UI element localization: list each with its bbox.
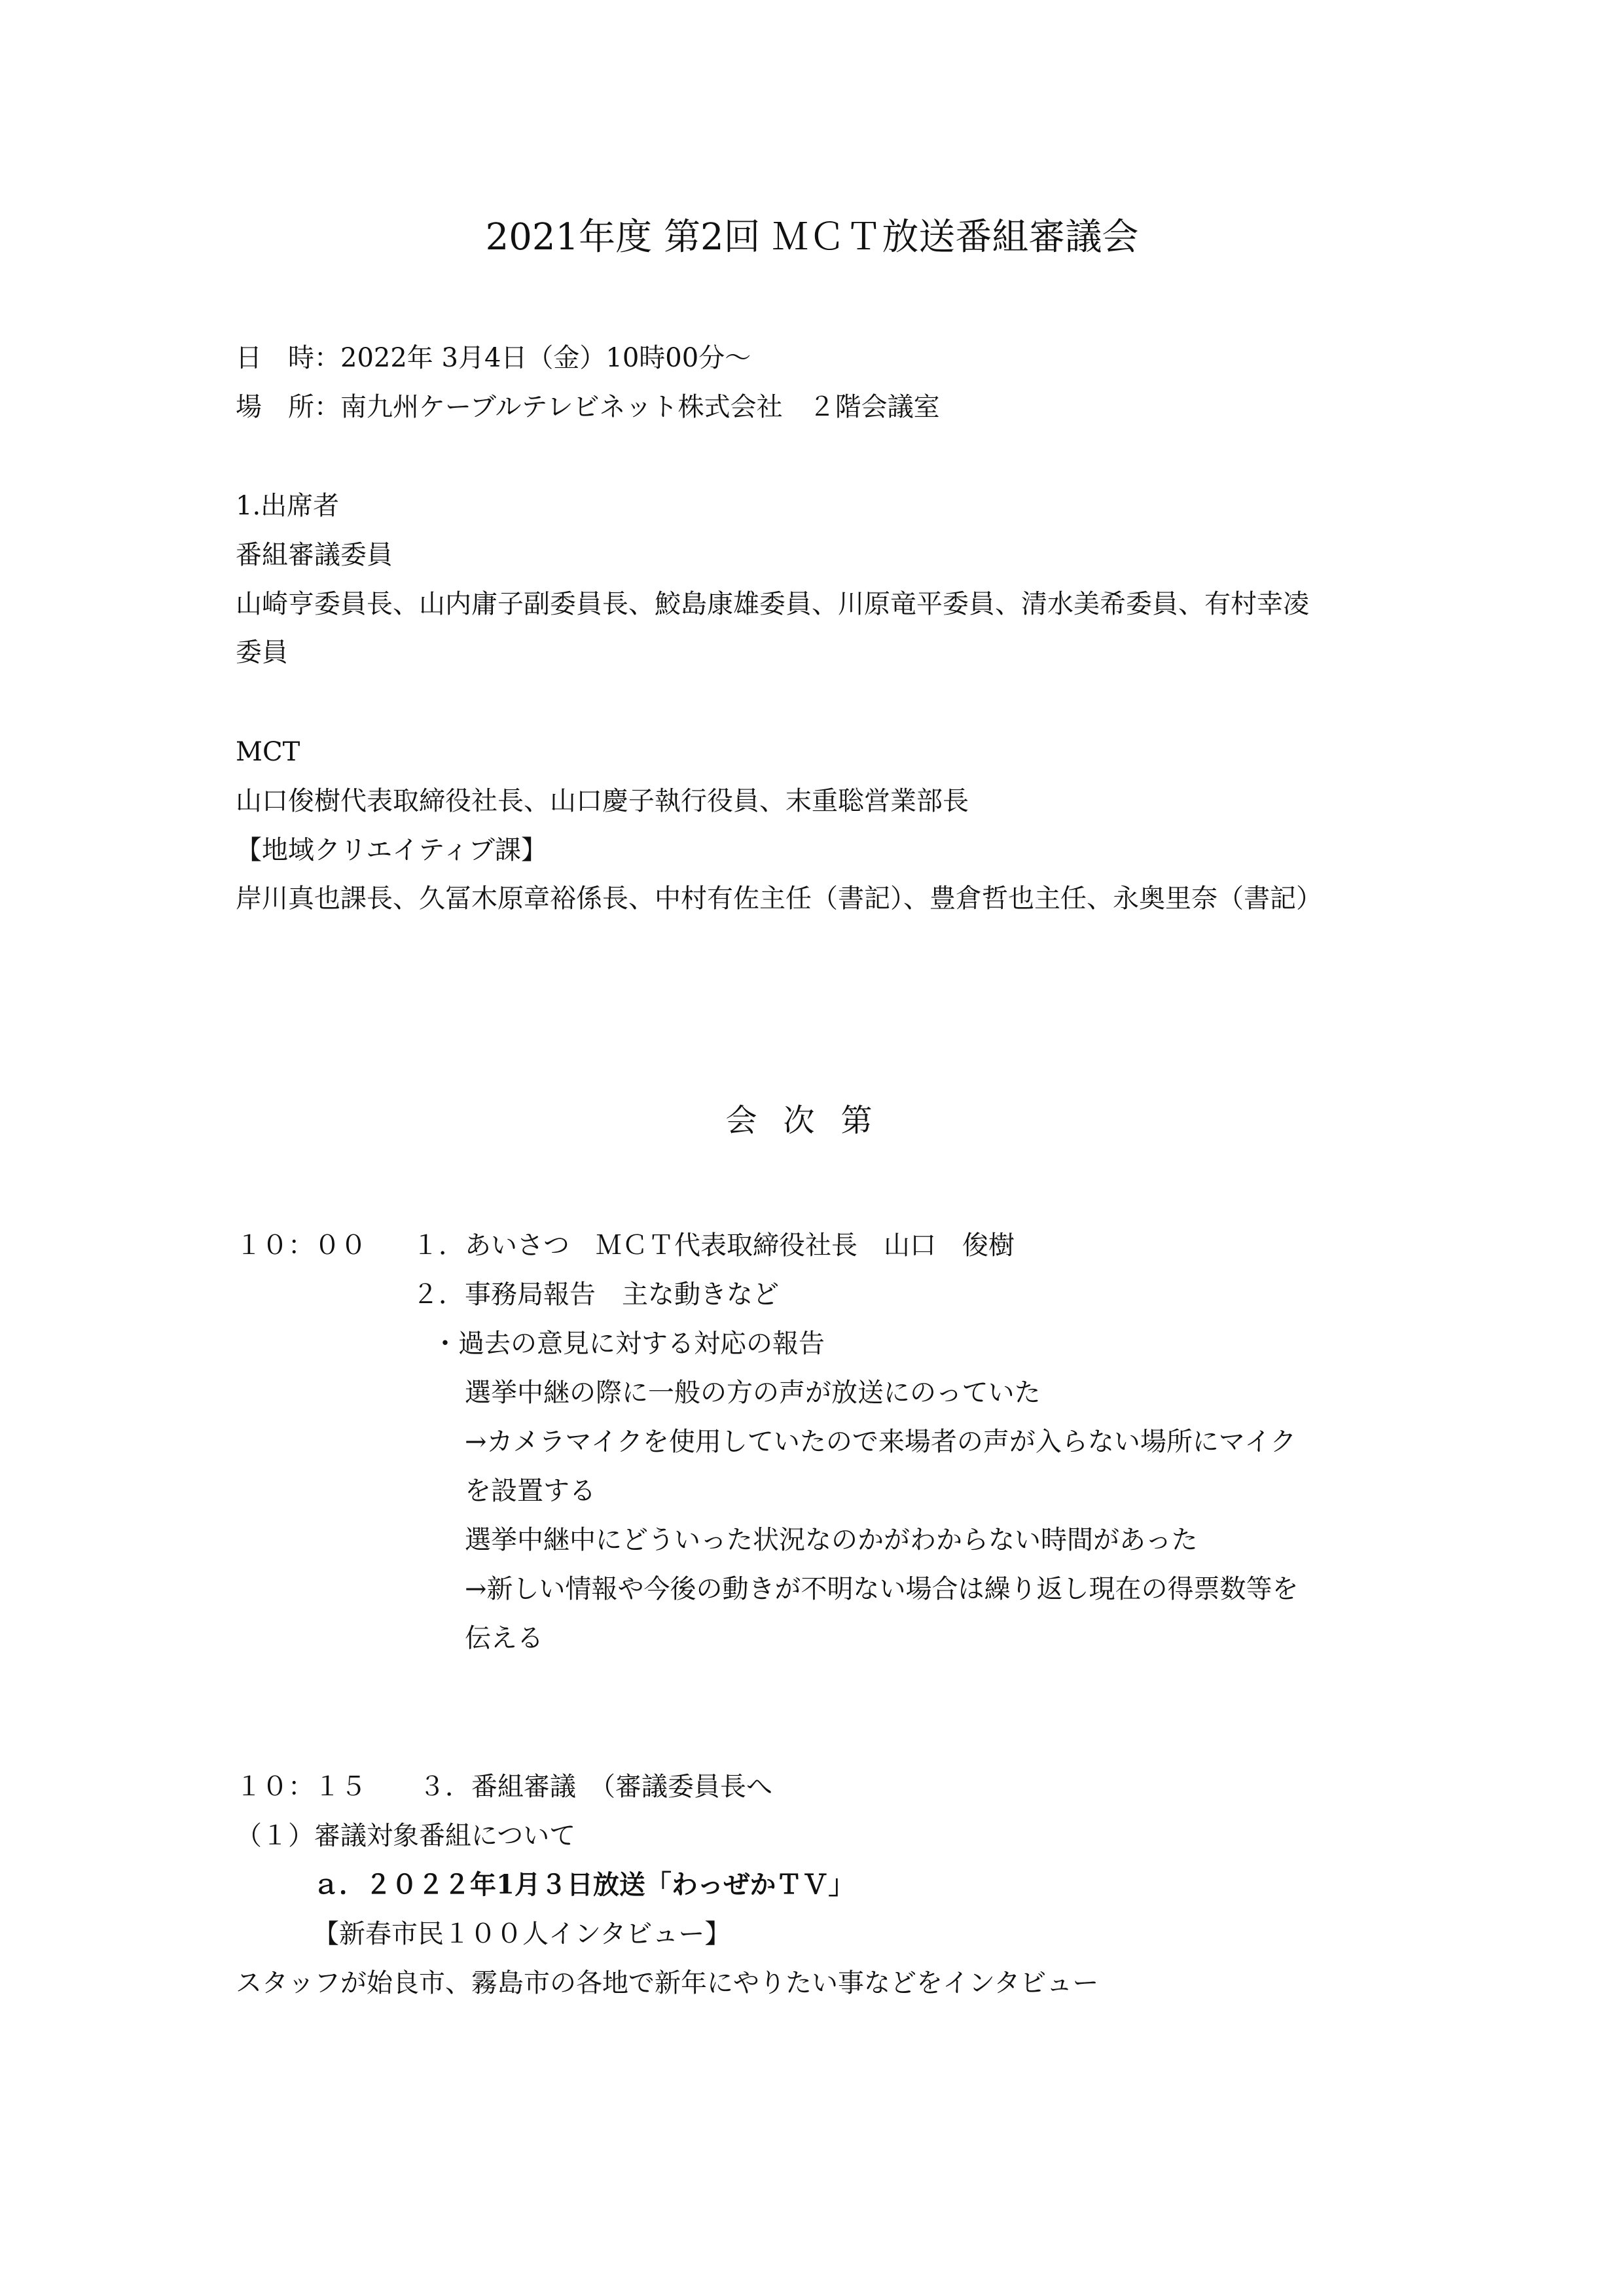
program-description: スタッフが始良市、霧島市の各地で新年にやりたい事などをインタビュー [236, 1968, 1099, 1998]
mct-label: MCT [236, 737, 300, 767]
agenda-item1: １．あいさつ ＭＣＴ代表取締役社長 山口 俊樹 [412, 1230, 1015, 1261]
agenda-item2-line: →カメラマイクを使用していたので来場者の声が入らない場所にマイク [465, 1427, 1297, 1457]
dept-members: 岸川真也課長、久冨木原章裕係長、中村有佐主任（書記）、豊倉哲也主任、永奥里奈（書記） [236, 884, 1322, 914]
agenda-title: 会次第 [725, 1102, 899, 1139]
agenda-item2-line: 選挙中継の際に一般の方の声が放送にのっていた [465, 1378, 1041, 1408]
agenda-item2-line: 伝える [465, 1623, 543, 1653]
agenda-item2: ２．事務局報告 主な動きなど [412, 1280, 779, 1310]
agenda-item1-time: １０：００ [236, 1230, 367, 1261]
dept-label: 【地域クリエイティブ課】 [236, 835, 547, 865]
program-title: ａ．２０２２年1月３日放送「わっぜかＴＶ」 [313, 1869, 855, 1900]
attendees-heading: 1.出席者 [236, 491, 340, 521]
agenda-item2-line: を設置する [465, 1476, 596, 1506]
agenda-item2-line: →新しい情報や今後の動きが不明ない場合は繰り返し現在の得票数等を [465, 1574, 1299, 1604]
document-title: 2021年度 第2回 ＭＣＴ放送番組審議会 [485, 216, 1139, 259]
committee-members-line1: 山崎亨委員長、山内庸子副委員長、鮫島康雄委員、川原竜平委員、清水美希委員、有村幸凌 [236, 589, 1309, 619]
committee-label: 番組審議委員 [236, 540, 393, 570]
mct-members: 山口俊樹代表取締役社長、山口慶子執行役員、末重聡営業部長 [236, 786, 969, 816]
agenda-item3: ３．番組審議 （審議委員長へ [419, 1772, 772, 1802]
agenda-item2-sub: ・過去の意見に対する対応の報告 [432, 1329, 825, 1359]
committee-members-line2: 委員 [236, 637, 288, 668]
agenda-item3-time: １０：１５ [236, 1772, 367, 1802]
agenda-item2-line: 選挙中継中にどういった状況なのかがわからない時間があった [465, 1525, 1198, 1555]
meeting-datetime: 日 時：2022年 3月4日（金）10時00分～ [236, 343, 751, 373]
meeting-place: 場 所：南九州ケーブルテレビネット株式会社 ２階会議室 [236, 392, 940, 422]
agenda-item3-sub: （１）審議対象番組について [236, 1821, 576, 1851]
program-segment: 【新春市民１００人インタビュー】 [313, 1919, 731, 1949]
